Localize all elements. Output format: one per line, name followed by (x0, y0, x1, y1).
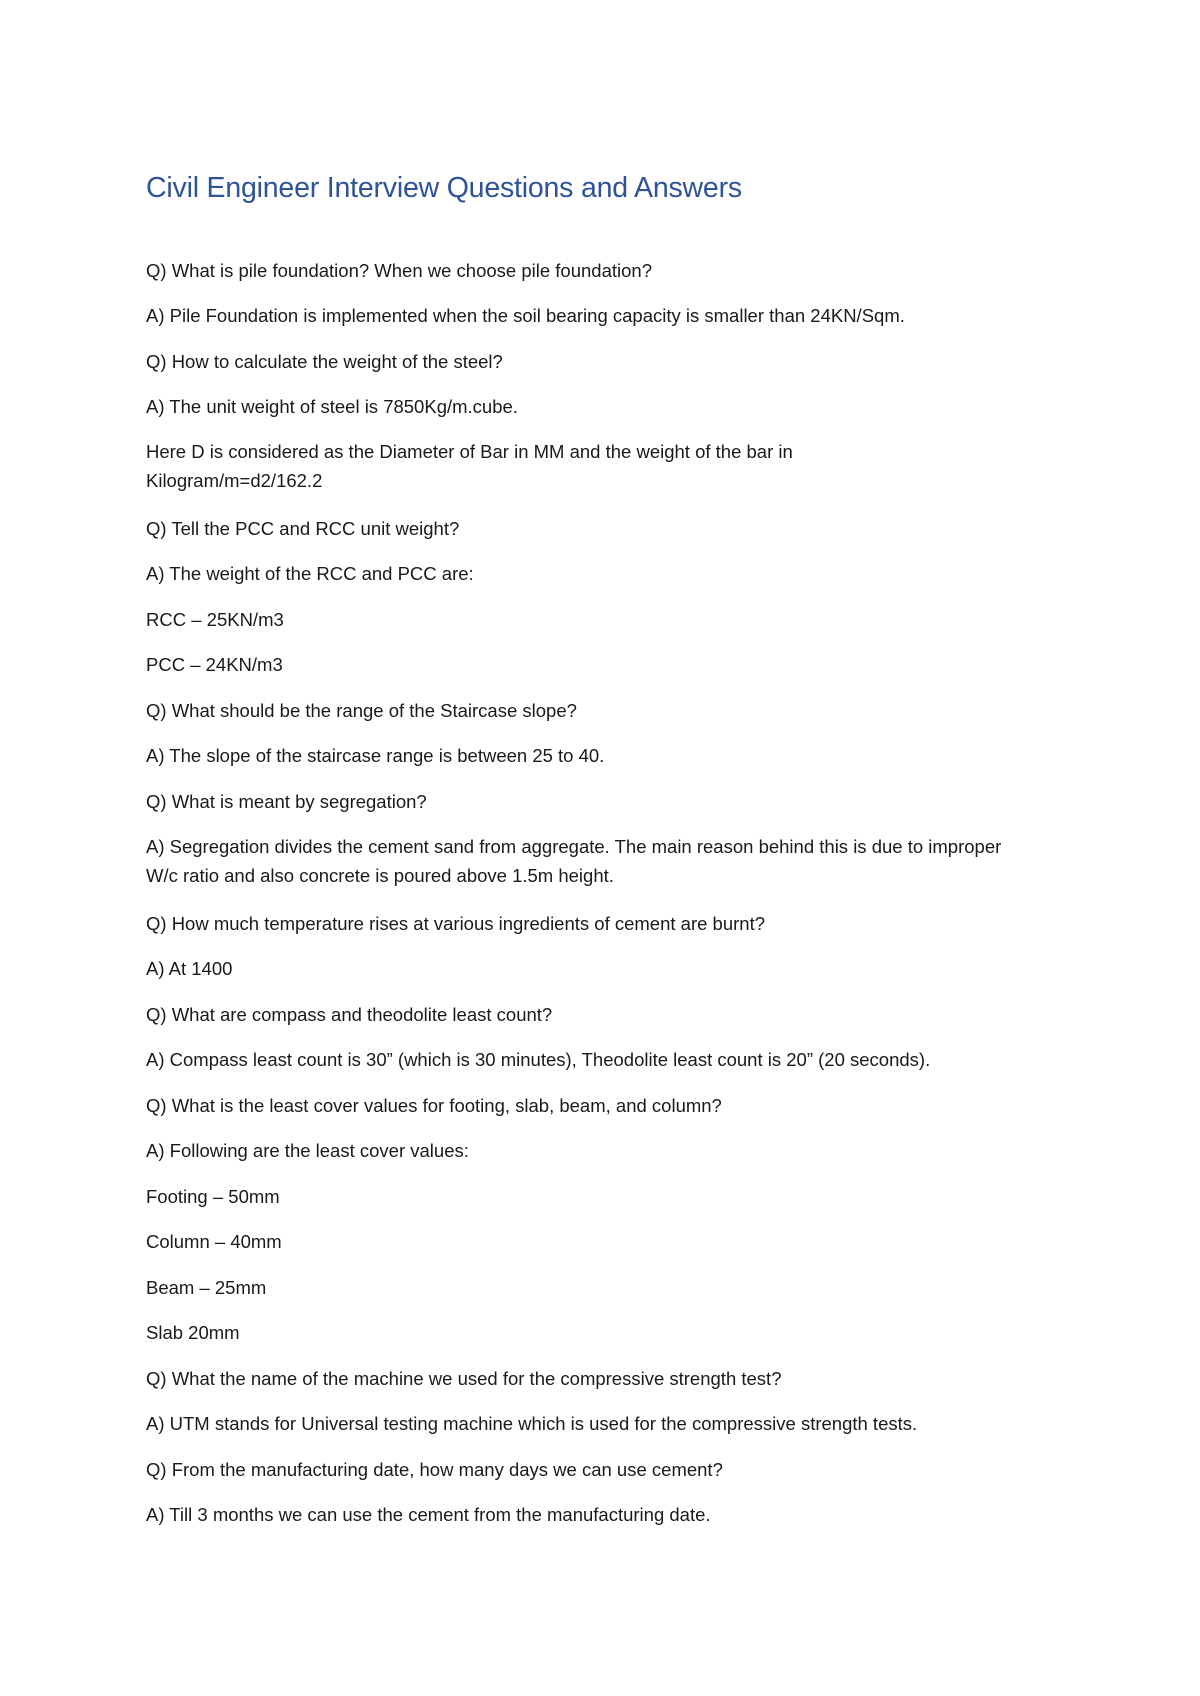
cover-slab: Slab 20mm (146, 1322, 240, 1343)
cover-footing: Footing – 50mm (146, 1186, 280, 1207)
document-title: Civil Engineer Interview Questions and Answers (146, 172, 742, 204)
answer-segregation: A) Segregation divides the cement sand from aggregate. The main reason behind this is due to improper W/c ratio and also concrete is poured above 1.5m height. (146, 836, 1002, 886)
answer-staircase-slope: A) The slope of the staircase range is between 25 to 40. (146, 745, 605, 766)
question-compressive-machine: Q) What the name of the machine we used for the compressive strength test? (146, 1368, 782, 1389)
cover-beam: Beam – 25mm (146, 1277, 267, 1298)
answer-cement-shelf-life: A) Till 3 months we can use the cement from the manufacturing date. (146, 1504, 711, 1525)
question-segregation: Q) What is meant by segregation? (146, 791, 427, 812)
question-staircase-slope: Q) What should be the range of the Staircase slope? (146, 700, 577, 721)
question-pcc-rcc-weight: Q) Tell the PCC and RCC unit weight? (146, 518, 460, 539)
answer-compressive-machine: A) UTM stands for Universal testing machine which is used for the compressive strength tests. (146, 1413, 918, 1434)
answer-cover-values: A) Following are the least cover values: (146, 1140, 469, 1161)
question-cement-shelf-life: Q) From the manufacturing date, how many days we can use cement? (146, 1459, 723, 1480)
question-cement-temperature: Q) How much temperature rises at various ingredients of cement are burnt? (146, 913, 766, 934)
cover-column: Column – 40mm (146, 1231, 282, 1252)
pcc-weight: PCC – 24KN/m3 (146, 654, 283, 675)
answer-pcc-rcc-weight: A) The weight of the RCC and PCC are: (146, 563, 474, 584)
answer-least-count: A) Compass least count is 30” (which is 30 minutes), Theodolite least count is 20” (20 seconds). (146, 1049, 931, 1070)
answer-steel-weight: A) The unit weight of steel is 7850Kg/m.cube. (146, 396, 518, 417)
answer-cement-temperature: A) At 1400 (146, 958, 233, 979)
question-cover-values: Q) What is the least cover values for footing, slab, beam, and column? (146, 1095, 722, 1116)
note-bar-weight: Here D is considered as the Diameter of Bar in MM and the weight of the bar in Kilogram/m=d2/162.2 (146, 441, 793, 491)
rcc-weight: RCC – 25KN/m3 (146, 609, 284, 630)
question-least-count: Q) What are compass and theodolite least count? (146, 1004, 553, 1025)
question-pile-foundation: Q) What is pile foundation? When we choose pile foundation? (146, 260, 652, 281)
question-steel-weight: Q) How to calculate the weight of the steel? (146, 351, 503, 372)
answer-pile-foundation: A) Pile Foundation is implemented when the soil bearing capacity is smaller than 24KN/Sqm. (146, 305, 905, 326)
